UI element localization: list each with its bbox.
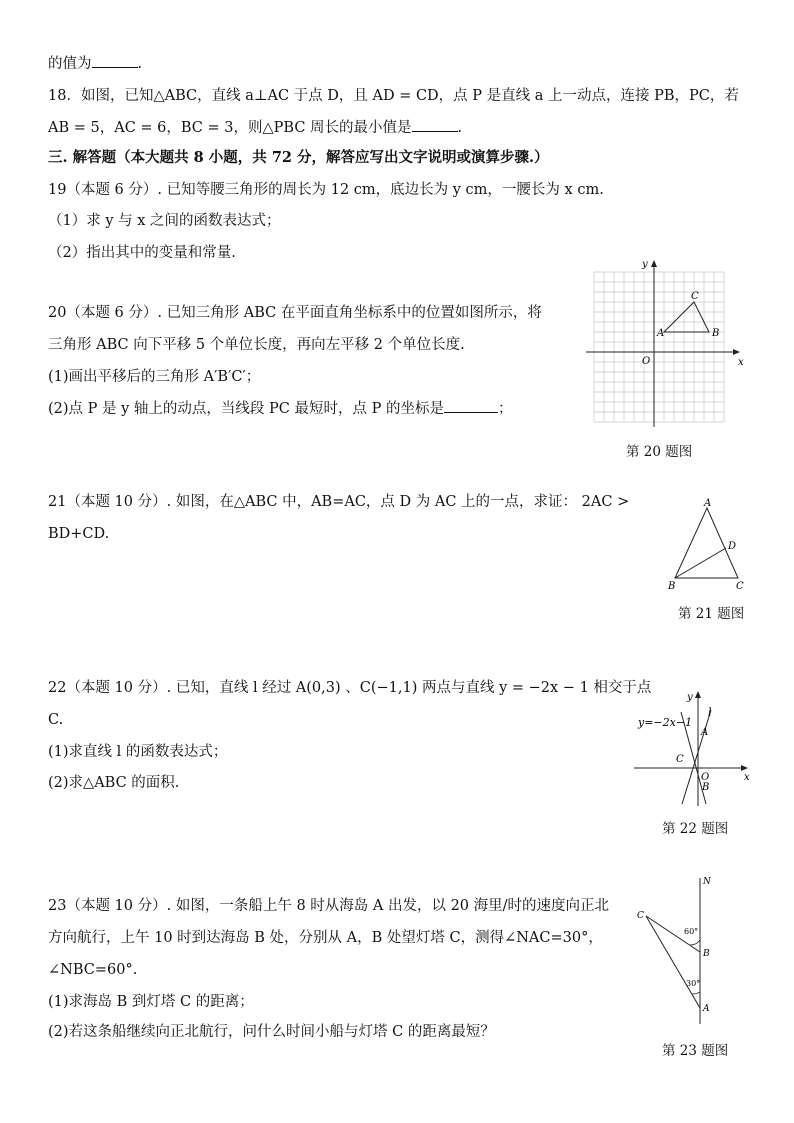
q20-label-y: y [642,259,648,270]
q20-label-b: B [712,328,720,339]
q22-label-y: y [687,692,693,703]
q19-part2: （2）指出其中的变量和常量. [48,245,236,261]
q20-part2-text: (2)点 P 是 y 轴上的动点，当线段 PC 最短时，点 P 的坐标是 [48,401,444,417]
q21-label-b: B [668,581,676,592]
q23-line3: ∠NBC=60°. [48,962,138,978]
q18-line2-end: . [457,120,463,136]
q22-label-c: C [676,754,684,765]
q23-line2: 方向航行，上午 10 时到达海岛 B 处，分别从 A，B 处望灯塔 C，测得∠NAC=30°， [48,930,603,946]
q23-label-30: 30° [686,979,701,988]
q20-label-x: x [738,357,744,368]
q20-caption: 第 20 题图 [626,444,693,460]
q20-grid [594,272,724,422]
q18-line2 [48,117,462,138]
q21-label-c: C [736,581,744,592]
q23-angle-60-arc [690,940,700,945]
q22-caption: 第 22 题图 [662,821,729,837]
q22-label-x: x [744,772,750,783]
q20-y-arrow [651,260,657,267]
q23-label-a: A [703,1004,710,1014]
q23-label-b: B [703,949,710,959]
q18-answer-blank[interactable] [412,117,458,132]
q17-tail-text: 的值为 [48,56,92,72]
q20-label-a: A [657,328,665,339]
q20-part2-end: ； [497,401,513,417]
q17-tail-line [48,53,142,74]
q20-figure [584,255,750,430]
q23-part1: (1)求海岛 B 到灯塔 C 的距离； [48,994,254,1010]
q22-label-b: B [702,782,710,793]
q23-angle-30-arc [692,992,700,994]
q20-x-arrow [733,349,740,355]
q23-line1: 23（本题 10 分）. 如图，一条船上午 8 时从海岛 A 出发，以 20 海里/时的速度向正北 [48,898,610,914]
q21-caption: 第 21 题图 [678,606,745,622]
section3-title: 三. 解答题（本大题共 8 小题，共 72 分，解答应写出文字说明或演算步骤.） [48,149,549,166]
q20-label-c: C [691,291,699,302]
q21-label-a: A [704,498,712,509]
q19-line1: 19（本题 6 分）. 已知等腰三角形的周长为 12 cm，底边长为 y cm，一腰长为 x cm. [48,182,604,198]
q23-caption: 第 23 题图 [662,1043,729,1059]
q22-x-arrow [741,765,748,771]
q23-figure [632,870,718,1030]
q22-y-arrow [695,691,701,698]
q20-part1: (1)画出平移后的三角形 A′B′C′； [48,369,261,385]
q23-label-60: 60° [684,927,699,936]
q20-triangle-abc [664,302,709,332]
q18-line1: 18．如图，已知△ABC，直线 a⊥AC 于点 D，且 AD = CD，点 P 是直线 a 上一动点，连接 PB，PC，若 [48,88,739,104]
q21-label-d: D [728,541,737,552]
q23-label-c: C [637,911,644,921]
q20-label-o: O [642,356,651,367]
q21-segment-bd [675,548,726,578]
q23-label-n: N [703,877,711,887]
q22-label-eq: y=−2x−1 [638,716,693,729]
q22-label-l: l [708,706,712,719]
q22-line1: 22（本题 10 分）. 已知，直线 l 经过 A(0,3) 、C(−1,1) 两点与直线 y = −2x − 1 相交于点 [48,680,652,696]
q22-line2: C. [48,712,64,728]
q21-line2: BD+CD. [48,526,110,542]
q17-answer-blank[interactable] [92,53,138,68]
q22-label-o: O [701,772,710,783]
q20-part2 [48,398,512,419]
q22-part2: (2)求△ABC 的面积. [48,775,180,791]
q21-figure [664,496,752,594]
q20-answer-blank[interactable] [444,398,498,413]
q17-tail-end: . [137,56,143,72]
q20-line1: 20（本题 6 分）. 已知三角形 ABC 在平面直角坐标系中的位置如图所示，将 [48,305,542,321]
q22-label-a: A [701,727,709,738]
q22-part1: (1)求直线 l 的函数表达式； [48,744,228,760]
q19-part1: （1）求 y 与 x 之间的函数表达式； [48,213,281,229]
q20-line2: 三角形 ABC 向下平移 5 个单位长度，再向左平移 2 个单位长度. [48,337,465,353]
q21-line1: 21（本题 10 分）. 如图，在△ABC 中，AB=AC，点 D 为 AC 上的一点，求证： 2AC > [48,494,630,510]
q23-part2: (2)若这条船继续向正北航行，问什么时间小船与灯塔 C 的距离最短？ [48,1024,495,1040]
q18-line2-text: AB = 5，AC = 6，BC = 3，则△PBC 周长的最小值是 [48,120,412,136]
q22-figure [630,688,760,810]
